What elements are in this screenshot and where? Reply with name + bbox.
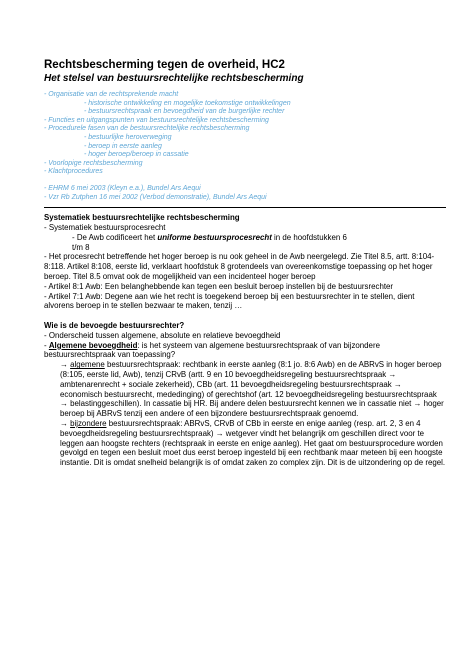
reference-item: - EHRM 6 mei 2003 (Kleyn e.a.), Bundel Ars Aequi — [44, 184, 201, 192]
paragraph: - Algemene bevoegdheid: is het systeem van algemene bestuursrechtspraak of van bijzondere bestuursrechtspraak van toepassing? — [44, 340, 380, 360]
outline-item: - historische ontwikkeling en mogelijke toekomstige ontwikkelingen — [84, 99, 291, 107]
outline-item: - bestuursrechtspraak en bevoegdheid van de burgerlijke rechter — [84, 108, 285, 116]
outline-item: - Functies en uitgangspunten van bestuursrechtelijke rechtsbescherming — [44, 116, 269, 124]
outline-item: - hoger beroep/beroep in cassatie — [84, 151, 189, 159]
paragraph: - Systematiek bestuursprocesrecht — [44, 222, 166, 232]
paragraph: - Het procesrecht betreffende het hoger beroep is nu ook geheel in de Awb neergelegd. Zie Titel 8.5, artt. 8:104-8:118. Artikel 8:108, eerste lid, verklaart hoofdstuk 8 grotendeels van overeenkomstige toepassing op het hoger beroep. Titel 8.5 omvat ook de mogelijkheid van een incidenteel hoger beroep — [44, 252, 435, 281]
paragraph: → algemene bestuursrechtspraak: rechtbank in eerste aanleg (8:1 jo. 8:6 Awb) en de ABRvS in hoger beroep (8:105, eerste lid, Awb), tenzij CRvB (artt. 9 en 10 bevoegdheidsregeling bestuursrechtspraak → ambtenarenrecht + sociale zekerheid), CBb (art. 11 bevoegdheidsregeling bestuursrechtspraak → economisch bestuursrecht, mededinging) of gerechtshof (art. 12 bevoegdheidsregeling bestuursrechtspraak → belastinggeschillen). In cassatie bij HR. Bij andere delen bestuursrecht kennen we in cassatie niet → hoger beroep bij ABRvS tenzij een andere of een bijzondere bestuursrechtspraak genoemd. — [60, 360, 444, 419]
outline-item: - beroep in eerste aanleg — [84, 142, 162, 150]
paragraph: - De Awb codificeert het uniforme bestuursprocesrecht in de hoofdstukken 6 — [72, 232, 347, 242]
paragraph: → bijzondere bestuursrechtspraak: ABRvS, CRvB of CBb in eerste en enige aanleg (resp. art. 2, 3 en 4 bevoegdheidsregeling bestuursrechtspraak) → wetgever vindt het belangrijk om geschillen direct voor te leggen aan hoogste rechters (rechtspraak in eerste en enige aanleg). Het gaat om bestuursprocedure worden gevolgd en tegen een besluit moet dus eerst beroep ingesteld bij een rechtbank maar meteen bij een hoogste instantie. Dit is omdat snelheid belangrijk is of omdat zaken zo complex zijn. Dit is de uitzondering op de regel. — [60, 419, 446, 468]
section-heading: Wie is de bevoegde bestuursrechter? — [44, 321, 185, 331]
outline-item: - Voorlopige rechtsbescherming — [44, 159, 143, 167]
reference-item: - Vzr Rb Zutphen 16 mei 2002 (Verbod demonstratie), Bundel Ars Aequi — [44, 193, 267, 201]
section-heading: Systematiek bestuursrechtelijke rechtsbescherming — [44, 213, 240, 223]
section-bevoegdheid — [44, 321, 446, 468]
outline-list — [44, 91, 446, 202]
outline-item: - bestuurlijke heroverweging — [84, 133, 172, 141]
outline-item: - Procedurele fasen van de bestuursrechtelijke rechtsbescherming — [44, 125, 250, 133]
document-subtitle: Het stelsel van bestuursrechtelijke rechtsbescherming — [44, 73, 304, 84]
paragraph: t/m 8 — [72, 242, 90, 252]
document-title: Rechtsbescherming tegen de overheid, HC2 — [44, 59, 285, 71]
section-systematiek — [44, 213, 446, 311]
outline-item: - Organisatie van de rechtsprekende macht — [44, 91, 179, 98]
outline-item: - Klachtprocedures — [44, 168, 103, 176]
paragraph: - Onderscheid tussen algemene, absolute en relatieve bevoegdheid — [44, 330, 281, 340]
paragraph: - Artikel 7:1 Awb: Degene aan wie het recht is toegekend beroep bij een bestuursrechter in te stellen, dient alvorens beroep in te stellen bezwaar te maken, tenzij … — [44, 291, 415, 311]
divider — [44, 207, 446, 208]
paragraph: - Artikel 8:1 Awb: Een belanghebbende kan tegen een besluit beroep instellen bij de bestuursrechter — [44, 281, 394, 291]
